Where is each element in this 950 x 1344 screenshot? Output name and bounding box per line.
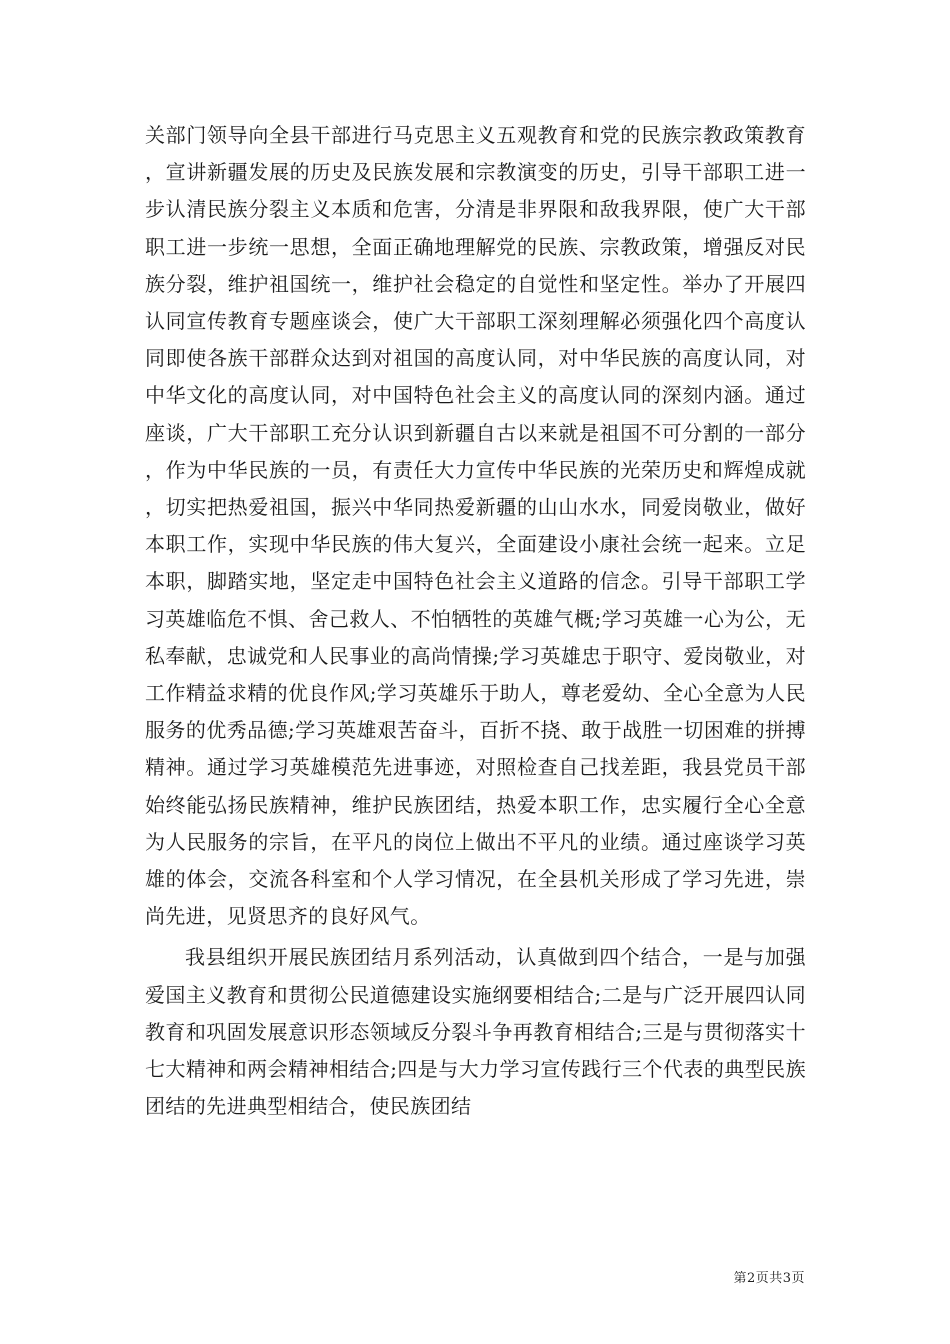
document-body bbox=[145, 117, 806, 1125]
page-number: 第2页共3页 bbox=[733, 1271, 805, 1286]
paragraph-1: 关部门领导向全县干部进行马克思主义五观教育和党的民族宗教政策教育，宣讲新疆发展的历史及民族发展和宗教演变的历史，引导干部职工进一步认清民族分裂主义本质和危害，分清是非界限和敌我界限，使广大干部职工进一步统一思想，全面正确地理解党的民族、宗教政策，增强反对民族分裂，维护祖国统一，维护社会稳定的自觉性和坚定性。举办了开展四认同宣传教育专题座谈会，使广大干部职工深刻理解必须强化四个高度认同即使各族干部群众达到对祖国的高度认同，对中华民族的高度认同，对中华文化的高度认同，对中国特色社会主义的高度认同的深刻内涵。通过座谈，广大干部职工充分认识到新疆自古以来就是祖国不可分割的一部分，作为中华民族的一员，有责任大力宣传中华民族的光荣历史和辉煌成就，切实把热爱祖国，振兴中华同热爱新疆的山山水水，同爱岗敬业，做好本职工作，实现中华民族的伟大复兴，全面建设小康社会统一起来。立足本职，脚踏实地，坚定走中国特色社会主义道路的信念。引导干部职工学习英雄临危不惧、舍己救人、不怕牺牲的英雄气概;学习英雄一心为公，无私奉献，忠诚党和人民事业的高尚情操;学习英雄忠于职守、爱岗敬业，对工作精益求精的优良作风;学习英雄乐于助人，尊老爱幼、全心全意为人民服务的优秀品德;学习英雄艰苦奋斗，百折不挠、敢于战胜一切困难的拼搏精神。通过学习英雄模范先进事迹，对照检查自己找差距，我县党员干部始终能弘扬民族精神，维护民族团结，热爱本职工作，忠实履行全心全意为人民服务的宗旨，在平凡的岗位上做出不平凡的业绩。通过座谈学习英雄的体会，交流各科室和个人学习情况，在全县机关形成了学习先进，崇尚先进，见贤思齐的良好风气。 bbox=[145, 123, 806, 929]
paragraph-2: 我县组织开展民族团结月系列活动，认真做到四个结合，一是与加强爱国主义教育和贯彻公民道德建设实施纲要相结合;二是与广泛开展四认同教育和巩固发展意识形态领域反分裂斗争再教育相结合;三是与贯彻落实十七大精神和两会精神相结合;四是与大力学习宣传践行三个代表的典型民族团结的先进典型相结合，使民族团结 bbox=[145, 945, 806, 1119]
